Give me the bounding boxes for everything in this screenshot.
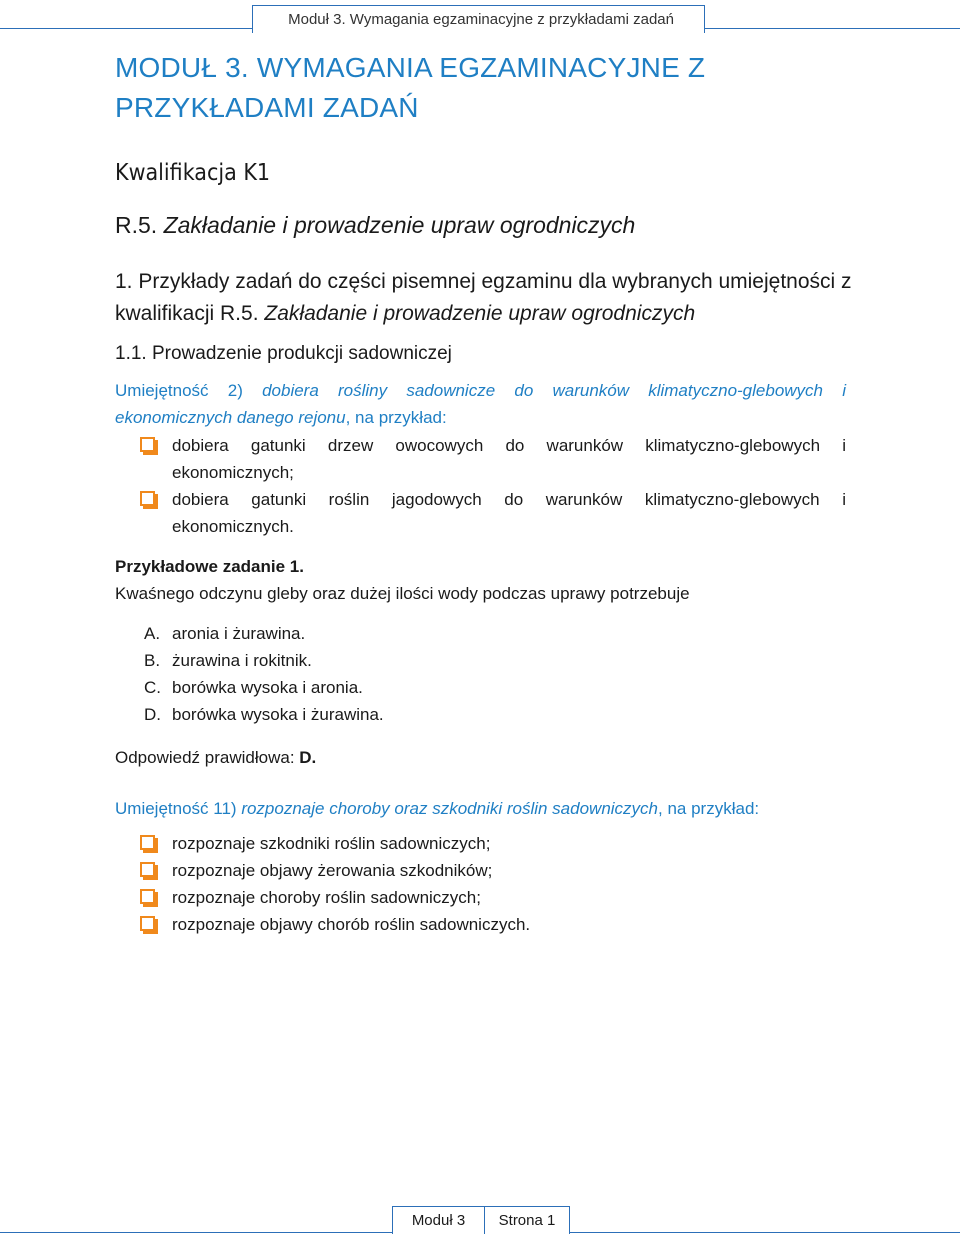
skill-2-italic: dobiera rośliny sadownicze do warunków klimatyczno-glebowych i ekonomicznych danego rejonu — [115, 381, 846, 427]
list-item — [140, 830, 846, 857]
running-header — [252, 5, 705, 33]
answer-text: żurawina i rokitnik. — [172, 651, 312, 670]
answer-option — [144, 647, 384, 674]
section-heading-1-text: 1. Przykłady zadań do części pisemnej egzaminu dla wybranych umiejętności z kwalifikacji R.5. — [115, 270, 852, 325]
qualification-name — [115, 212, 635, 239]
section-heading-1-1: 1.1. Prowadzenie produkcji sadowniczej — [115, 343, 452, 364]
list-item — [140, 911, 846, 938]
list-item-text: dobiera gatunki drzew owocowych do warunków klimatyczno-glebowych i ekonomicznych; — [172, 436, 846, 482]
module-title-rest: WYMAGANIA EGZAMINACYJNE Z PRZYKŁADAMI ZADAŃ — [115, 52, 706, 123]
checkbox-bullet-icon — [140, 889, 155, 904]
list-item — [140, 857, 846, 884]
correct-answer-label: Odpowiedź prawidłowa: — [115, 748, 295, 767]
skill-11-bullet-list — [140, 830, 846, 938]
module-title — [115, 48, 875, 128]
header-rule-left — [0, 28, 252, 29]
list-item-text: rozpoznaje choroby roślin sadowniczych; — [172, 888, 481, 907]
qualification-heading: Kwalifikacja K1 — [115, 160, 271, 186]
correct-answer — [115, 748, 316, 768]
list-item-text: rozpoznaje szkodniki roślin sadowniczych; — [172, 834, 491, 853]
answer-letter: A. — [144, 624, 161, 643]
checkbox-bullet-icon — [140, 862, 155, 877]
skill-11-italic: rozpoznaje choroby oraz szkodniki roślin sadowniczych — [241, 799, 659, 818]
module-title-prefix: MODUŁ 3. — [115, 52, 249, 83]
list-item — [140, 884, 846, 911]
footer-page-text: Strona 1 — [498, 1212, 556, 1229]
skill-2-bullet-list — [140, 432, 846, 540]
list-item — [140, 432, 846, 486]
answer-text: aronia i żurawina. — [172, 624, 306, 643]
skill-11-suffix: , na przykład: — [658, 799, 760, 818]
task-question: Kwaśnego odczynu gleby oraz dużej ilości wody podczas uprawy potrzebuje — [115, 584, 690, 603]
section-heading-1-italic: Zakładanie i prowadzenie upraw ogrodniczych — [264, 302, 696, 325]
skill-11-description — [115, 799, 759, 819]
correct-answer-value: D. — [299, 748, 317, 767]
answer-text: borówka wysoka i żurawina. — [172, 705, 384, 724]
answer-options — [144, 620, 384, 728]
section-heading-1 — [115, 266, 875, 330]
qualification-title: Zakładanie i prowadzenie upraw ogrodniczych — [163, 212, 636, 238]
answer-letter: C. — [144, 678, 161, 697]
answer-option — [144, 701, 384, 728]
footer-module — [392, 1206, 485, 1234]
answer-option — [144, 674, 384, 701]
answer-letter: D. — [144, 705, 161, 724]
checkbox-bullet-icon — [140, 835, 155, 850]
qualification-code: R.5. — [115, 212, 158, 238]
skill-11-prefix: Umiejętność 11) — [115, 799, 237, 818]
answer-letter: B. — [144, 651, 161, 670]
footer-page-number — [484, 1206, 570, 1234]
running-header-text: Moduł 3. Wymagania egzaminacyjne z przykładami zadań — [288, 11, 674, 28]
header-rule-right — [704, 28, 960, 29]
answer-text: borówka wysoka i aronia. — [172, 678, 363, 697]
list-item-text: rozpoznaje objawy żerowania szkodników; — [172, 861, 493, 880]
checkbox-bullet-icon — [140, 916, 155, 931]
footer-module-text: Moduł 3 — [411, 1212, 466, 1229]
footer-rule-left — [0, 1232, 392, 1233]
checkbox-bullet-icon — [140, 437, 155, 452]
skill-2-suffix: , na przykład: — [345, 408, 447, 427]
list-item-text: rozpoznaje objawy chorób roślin sadowniczych. — [172, 915, 531, 934]
skill-2-description — [115, 377, 846, 431]
checkbox-bullet-icon — [140, 491, 155, 506]
answer-option — [144, 620, 384, 647]
skill-2-prefix: Umiejętność 2) — [115, 381, 243, 400]
list-item — [140, 486, 846, 540]
footer-rule-right — [569, 1232, 960, 1233]
task-title: Przykładowe zadanie 1. — [115, 557, 304, 576]
list-item-text: dobiera gatunki roślin jagodowych do warunków klimatyczno-glebowych i ekonomicznych. — [172, 490, 846, 536]
